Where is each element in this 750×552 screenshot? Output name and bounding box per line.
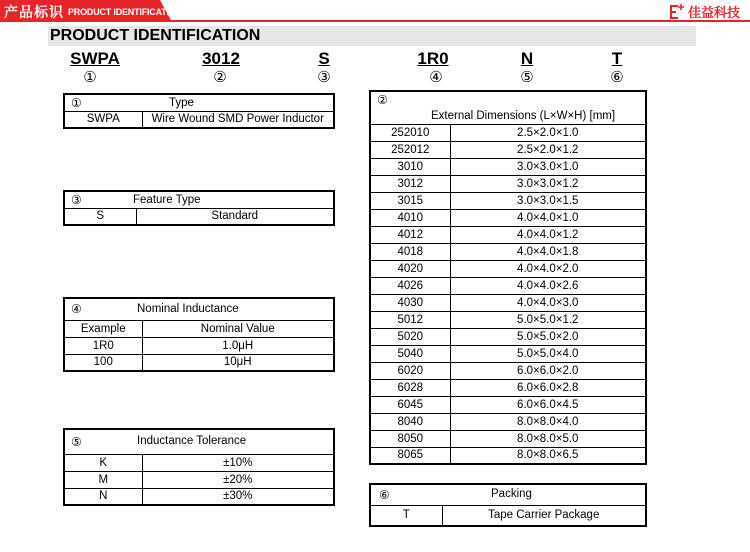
packing-table bbox=[369, 483, 647, 527]
table-cell: 10μH bbox=[142, 354, 334, 371]
table-cell: 4010 bbox=[370, 209, 450, 226]
section-number: ⑥ bbox=[379, 487, 390, 502]
table-cell: 1.0μH bbox=[142, 337, 334, 354]
tolerance-table bbox=[63, 428, 335, 506]
table-cell: 100 bbox=[64, 354, 142, 371]
table-title: Nominal Inductance bbox=[137, 303, 239, 315]
table-cell: 2.5×2.0×1.2 bbox=[450, 141, 646, 158]
table-cell: 8050 bbox=[370, 430, 450, 447]
table-cell: 3010 bbox=[370, 158, 450, 175]
table-cell: 252012 bbox=[370, 141, 450, 158]
table-row bbox=[370, 209, 646, 226]
section-number: ① bbox=[71, 95, 82, 110]
table-row bbox=[64, 471, 334, 488]
table-cell: 8040 bbox=[370, 413, 450, 430]
table-row bbox=[370, 505, 646, 526]
code-num-6: ⑥ bbox=[610, 68, 624, 86]
section-number: ② bbox=[377, 93, 388, 107]
table-cell: Standard bbox=[136, 208, 334, 225]
table-row bbox=[64, 354, 334, 371]
table-cell: 5.0×5.0×1.2 bbox=[450, 311, 646, 328]
code-num-4: ④ bbox=[429, 68, 443, 86]
top-banner bbox=[0, 0, 750, 22]
table-cell: 5012 bbox=[370, 311, 450, 328]
table-cell: 4.0×4.0×2.6 bbox=[450, 277, 646, 294]
code-num-1: ① bbox=[83, 68, 97, 86]
section-number: ③ bbox=[71, 192, 82, 207]
table-header bbox=[370, 91, 646, 124]
type-table bbox=[63, 93, 335, 129]
table-column-headers bbox=[64, 320, 334, 337]
table-cell: 4012 bbox=[370, 226, 450, 243]
table-title: Packing bbox=[491, 488, 532, 500]
table-row bbox=[370, 158, 646, 175]
table-title: Type bbox=[169, 97, 194, 109]
table-row bbox=[370, 124, 646, 141]
table-row bbox=[370, 328, 646, 345]
table-cell: 252010 bbox=[370, 124, 450, 141]
table-cell: Wire Wound SMD Power Inductor bbox=[142, 111, 334, 128]
table-header bbox=[64, 191, 334, 208]
code-part-dimension: 3012 bbox=[202, 49, 240, 68]
table-cell: 3.0×3.0×1.0 bbox=[450, 158, 646, 175]
table-cell: T bbox=[370, 505, 442, 526]
table-row bbox=[370, 362, 646, 379]
code-num-5: ⑤ bbox=[520, 68, 534, 86]
table-cell: M bbox=[64, 471, 142, 488]
table-header bbox=[370, 484, 646, 505]
table-cell: 4.0×4.0×1.0 bbox=[450, 209, 646, 226]
table-row bbox=[370, 396, 646, 413]
table-cell: 5020 bbox=[370, 328, 450, 345]
table-row bbox=[64, 111, 334, 128]
table-cell: 4018 bbox=[370, 243, 450, 260]
table-row bbox=[370, 141, 646, 158]
table-title: Feature Type bbox=[133, 194, 201, 206]
table-row bbox=[64, 208, 334, 225]
table-cell: 5040 bbox=[370, 345, 450, 362]
table-cell: K bbox=[64, 454, 142, 471]
table-row bbox=[370, 430, 646, 447]
table-cell: 8.0×8.0×6.5 bbox=[450, 447, 646, 464]
table-cell: 4.0×4.0×3.0 bbox=[450, 294, 646, 311]
column-header: Example bbox=[64, 320, 142, 337]
code-part-inductance: 1R0 bbox=[417, 49, 449, 68]
table-header bbox=[64, 429, 334, 454]
brand-logo bbox=[668, 2, 740, 21]
table-row bbox=[370, 175, 646, 192]
code-part-packing: T bbox=[611, 49, 623, 68]
table-cell: 4030 bbox=[370, 294, 450, 311]
table-cell: 1R0 bbox=[64, 337, 142, 354]
table-row bbox=[370, 226, 646, 243]
table-cell: 4.0×4.0×2.0 bbox=[450, 260, 646, 277]
table-row bbox=[64, 488, 334, 505]
table-cell: 4020 bbox=[370, 260, 450, 277]
code-num-3: ③ bbox=[317, 68, 331, 86]
table-row bbox=[370, 345, 646, 362]
table-row bbox=[64, 454, 334, 471]
section-number: ④ bbox=[71, 302, 82, 317]
table-row bbox=[370, 277, 646, 294]
inductance-table bbox=[63, 297, 335, 372]
table-row bbox=[370, 447, 646, 464]
table-cell: 3.0×3.0×1.5 bbox=[450, 192, 646, 209]
column-header: Nominal Value bbox=[142, 320, 334, 337]
title-bar bbox=[48, 26, 696, 46]
table-row bbox=[370, 294, 646, 311]
banner-en-title: PRODUCT IDENTIFICATION bbox=[68, 7, 182, 17]
table-cell: 3.0×3.0×1.2 bbox=[450, 175, 646, 192]
table-cell: Tape Carrier Package bbox=[442, 505, 646, 526]
feature-table bbox=[63, 190, 335, 226]
table-row bbox=[370, 413, 646, 430]
table-cell: 3015 bbox=[370, 192, 450, 209]
table-cell: 6028 bbox=[370, 379, 450, 396]
table-cell: 2.5×2.0×1.0 bbox=[450, 124, 646, 141]
table-row bbox=[64, 337, 334, 354]
table-row bbox=[370, 243, 646, 260]
table-title: Inductance Tolerance bbox=[137, 435, 247, 447]
table-cell: 6.0×6.0×2.8 bbox=[450, 379, 646, 396]
dimensions-table bbox=[369, 90, 647, 465]
table-cell: 3012 bbox=[370, 175, 450, 192]
brand-name: 佳益科技 bbox=[687, 5, 740, 20]
page-title: PRODUCT IDENTIFICATION bbox=[50, 27, 261, 44]
table-cell: 5.0×5.0×4.0 bbox=[450, 345, 646, 362]
table-cell: 6045 bbox=[370, 396, 450, 413]
table-row bbox=[370, 192, 646, 209]
table-cell: 5.0×5.0×2.0 bbox=[450, 328, 646, 345]
table-cell: 6.0×6.0×4.5 bbox=[450, 396, 646, 413]
code-part-tolerance: N bbox=[520, 49, 534, 68]
table-row bbox=[370, 379, 646, 396]
table-cell: N bbox=[64, 488, 142, 505]
table-header bbox=[64, 94, 334, 111]
code-part-type: SWPA bbox=[70, 49, 120, 68]
table-cell: 4026 bbox=[370, 277, 450, 294]
table-header bbox=[64, 298, 334, 320]
table-row bbox=[370, 260, 646, 277]
table-row bbox=[370, 311, 646, 328]
table-title: External Dimensions (L×W×H) [mm] bbox=[431, 110, 616, 122]
table-cell: 8.0×8.0×4.0 bbox=[450, 413, 646, 430]
table-cell: SWPA bbox=[64, 111, 142, 128]
brand-logo-icon bbox=[668, 3, 684, 20]
table-cell: ±20% bbox=[142, 471, 334, 488]
table-cell: ±10% bbox=[142, 454, 334, 471]
code-part-feature: S bbox=[318, 49, 330, 68]
code-num-2: ② bbox=[213, 68, 227, 86]
section-number: ⑤ bbox=[71, 434, 82, 449]
table-cell: 8.0×8.0×5.0 bbox=[450, 430, 646, 447]
banner-divider bbox=[0, 20, 750, 22]
table-cell: 4.0×4.0×1.2 bbox=[450, 226, 646, 243]
table-cell: S bbox=[64, 208, 136, 225]
table-cell: 6020 bbox=[370, 362, 450, 379]
table-cell: 8065 bbox=[370, 447, 450, 464]
table-cell: 6.0×6.0×2.0 bbox=[450, 362, 646, 379]
table-cell: 4.0×4.0×1.8 bbox=[450, 243, 646, 260]
banner-cn-title: 产品标识 bbox=[4, 4, 64, 20]
table-cell: ±30% bbox=[142, 488, 334, 505]
